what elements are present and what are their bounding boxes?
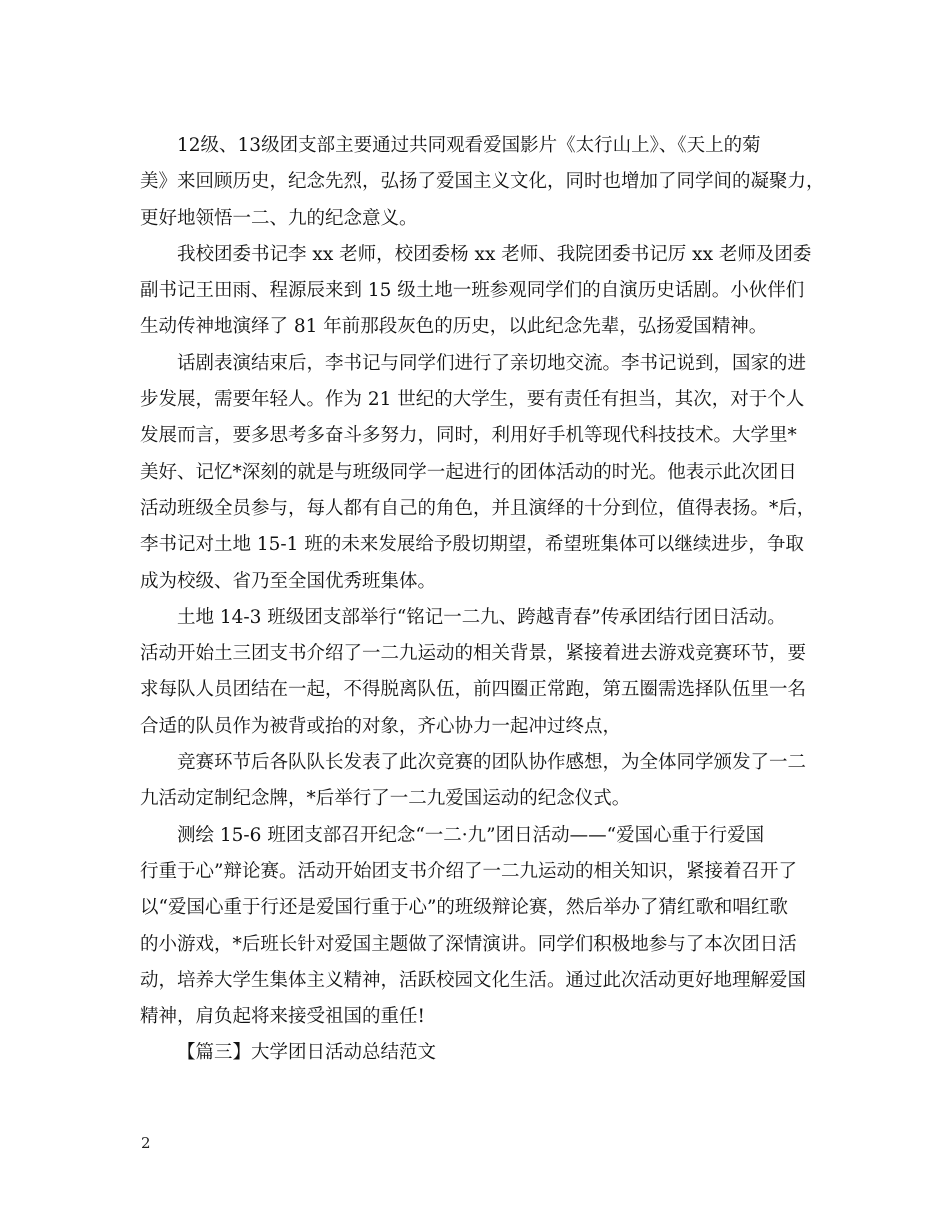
paragraph-line: 步发展，需要年轻人。作为 21 世纪的大学生，要有责任有担当，其次，对于个人 [140,389,805,411]
paragraph-line: 成为校级、省乃至全国优秀班集体。 [140,570,437,592]
page-number: 2 [141,1134,151,1152]
paragraph-line: 土地 14-3 班级团支部举行“铭记一二九、跨越青春”传承团结行团日活动。 [177,606,786,628]
paragraph-line: 话剧表演结束后，李书记与同学们进行了亲切地交流。李书记说到，国家的进 [177,352,807,374]
paragraph-line: 精神，肩负起将来接受祖国的重任! [140,1006,425,1028]
paragraph-line: 竞赛环节后各队队长发表了此次竞赛的团队协作感想，为全体同学颁发了一二 [177,752,807,774]
paragraph-line: 九活动定制纪念牌，*后举行了一二九爱国运动的纪念仪式。 [140,788,631,810]
section-heading: 【篇三】大学团日活动总结范文 [177,1042,437,1064]
paragraph-line: 的小游戏，*后班长针对爱国主题做了深情演讲。同学们积极地参与了本次团日活 [140,933,797,955]
paragraph-line: 美》来回顾历史，纪念先烈，弘扬了爱国主义文化，同时也增加了同学间的凝聚力， [140,171,825,193]
paragraph-line: 活动班级全员参与，每人都有自己的角色，并且演绎的十分到位，值得表扬。*后， [140,497,816,519]
paragraph-line: 李书记对土地 15-1 班的未来发展给予殷切期望，希望班集体可以继续进步，争取 [140,534,804,556]
paragraph-line: 行重于心”辩论赛。活动开始团支书介绍了一二九运动的相关知识，紧接着召开了 [140,860,797,882]
paragraph-line: 副书记王田雨、程源辰来到 15 级土地一班参观同学们的自演历史话剧。小伙伴们 [140,280,805,302]
paragraph-line: 生动传神地演绎了 81 年前那段灰色的历史，以此纪念先辈，弘扬爱国精神。 [140,316,768,338]
paragraph-line: 以“爱国心重于行还是爱国行重于心”的班级辩论赛，然后举办了猜红歌和唱红歌 [140,897,788,919]
paragraph-line: 合适的队员作为被背或抬的对象，齐心协力一起冲过终点， [140,715,622,737]
document-body [140,128,825,1072]
paragraph-line: 发展而言，要多思考多奋斗多努力，同时，利用好手机等现代科技技术。大学里* [140,425,797,447]
paragraph-line: 动，培养大学生集体主义精神，活跃校园文化生活。通过此次活动更好地理解爱国 [140,969,807,991]
paragraph-line: 活动开始土三团支书介绍了一二九运动的相关背景，紧接着进去游戏竞赛环节，要 [140,643,807,665]
paragraph-line: 求每队人员团结在一起，不得脱离队伍，前四圈正常跑，第五圈需选择队伍里一名 [140,679,807,701]
paragraph-line: 更好地领悟一二、九的纪念意义。 [140,207,418,229]
paragraph-line: 我校团委书记李 xx 老师，校团委杨 xx 老师、我院团委书记厉 xx 老师及团委 [177,243,812,265]
paragraph-line: 美好、记忆*深刻的就是与班级同学一起进行的团体活动的时光。他表示此次团日 [140,461,797,483]
paragraph-line: 12级、13级团支部主要通过共同观看爱国影片《太行山上》、《天上的菊 [177,135,761,156]
paragraph-line: 测绘 15-6 班团支部召开纪念“一二·九”团日活动——“爱国心重于行爱国 [177,824,765,846]
